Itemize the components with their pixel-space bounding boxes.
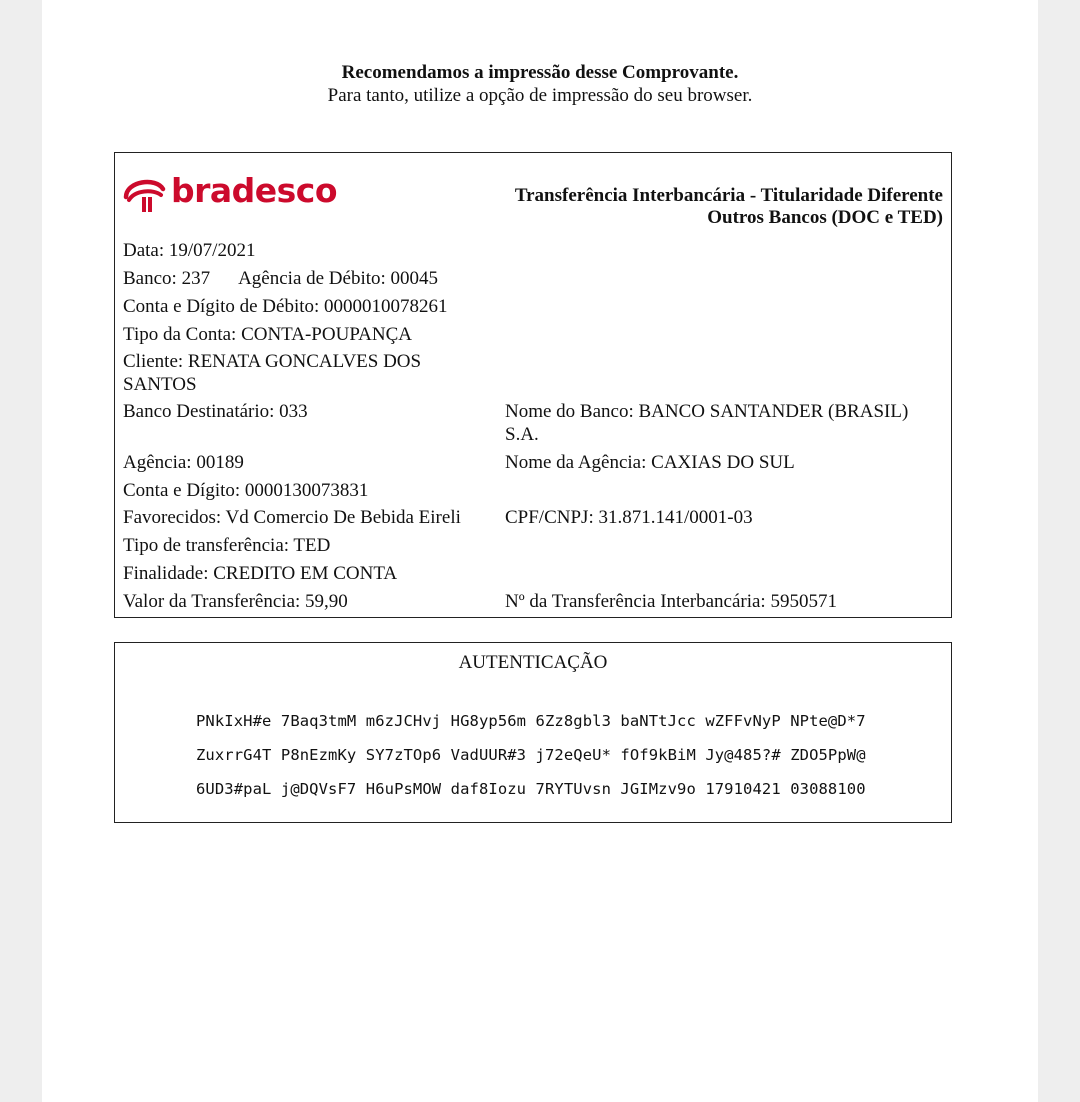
authentication-title: AUTENTICAÇÃO — [458, 652, 608, 673]
receipt-title — [515, 185, 943, 229]
transfer-type-field: Tipo de transferência: TED — [123, 535, 331, 556]
print-recommendation-text: Para tanto, utilize a opção de impressão do seu browser. — [327, 85, 753, 106]
amount-field: Valor da Transferência: 59,90 — [123, 591, 348, 612]
debit-branch-field: Agência de Débito: 00045 — [238, 268, 439, 289]
receipt-title-line2: Outros Bancos (DOC e TED) — [707, 207, 943, 228]
receipt-page — [42, 0, 1038, 1102]
transfer-receipt-box — [114, 152, 952, 618]
bank-name-field — [505, 400, 945, 446]
payee-field: Favorecidos: Vd Comercio De Bebida Eireli — [123, 507, 461, 528]
client-field — [123, 350, 483, 396]
authentication-code-line: PNkIxH#e 7Baq3tmM m6zJCHvj HG8yp56m 6Zz8gbl3 baNTtJcc wZFFvNyP NPte@D*7 — [196, 712, 866, 730]
account-field: Conta e Dígito: 0000130073831 — [123, 480, 369, 501]
transfer-number-field: Nº da Transferência Interbancária: 5950571 — [505, 591, 837, 612]
cpf-cnpj-field: CPF/CNPJ: 31.871.141/0001-03 — [505, 507, 753, 528]
print-recommendation-title: Recomendamos a impressão desse Comprovante. — [341, 62, 739, 83]
client-line2: SANTOS — [123, 374, 197, 395]
bank-name-line1: Nome do Banco: BANCO SANTANDER (BRASIL) — [505, 401, 909, 422]
purpose-field: Finalidade: CREDITO EM CONTA — [123, 563, 398, 584]
client-line1: Cliente: RENATA GONCALVES DOS — [123, 351, 422, 372]
bank-field: Banco: 237 — [123, 268, 211, 289]
bradesco-tree-icon — [123, 173, 167, 217]
branch-field: Agência: 00189 — [123, 452, 244, 473]
authentication-box — [114, 642, 952, 823]
receipt-title-line1: Transferência Interbancária - Titularidade Diferente — [514, 185, 943, 206]
bank-branch-row — [123, 267, 623, 290]
authentication-code-line: ZuxrrG4T P8nEzmKy SY7zTOp6 VadUUR#3 j72eQeU* fOf9kBiM Jy@485?# ZDO5PpW@ — [196, 746, 866, 764]
destination-bank-field: Banco Destinatário: 033 — [123, 401, 308, 422]
bradesco-wordmark: bradesco — [171, 171, 338, 210]
print-recommendation — [42, 61, 1038, 107]
authentication-code-line: 6UD3#paL j@DQVsF7 H6uPsMOW daf8Iozu 7RYTUvsn JGIMzv9o 17910421 03088100 — [196, 780, 866, 798]
bradesco-logo — [123, 171, 338, 217]
bank-name-line2: S.A. — [505, 424, 539, 445]
account-type-field: Tipo da Conta: CONTA-POUPANÇA — [123, 324, 412, 345]
debit-account-field: Conta e Dígito de Débito: 0000010078261 — [123, 296, 448, 317]
branch-name-field: Nome da Agência: CAXIAS DO SUL — [505, 452, 795, 473]
date-field: Data: 19/07/2021 — [123, 240, 256, 261]
